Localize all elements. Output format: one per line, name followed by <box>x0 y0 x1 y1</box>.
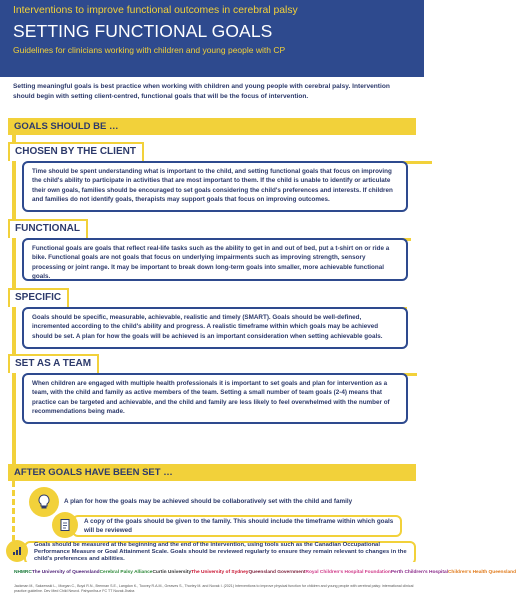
after-heading-band: AFTER GOALS HAVE BEEN SET … <box>8 464 416 481</box>
after-item-text: Goals should be measured at the beginning and the end of the intervention, using tools such as the Canadian Occupational Performance Measure or Goal Attainment Scale. Goals should be reviewed regularly to ensure they remain relevant to changes in the child's preferences and abilities. <box>34 542 407 563</box>
uq-logo: The University of Queensland <box>31 570 100 576</box>
section-tab-functional <box>8 219 88 238</box>
section-tab-team <box>8 354 99 373</box>
section-title: FUNCTIONAL <box>15 223 80 234</box>
nhmrc-logo: NHMRC <box>14 570 32 576</box>
section-card-specific <box>22 307 408 349</box>
header-banner <box>0 0 424 77</box>
qld-gov-logo: Queensland Government <box>248 570 306 576</box>
partner-logos <box>14 564 516 582</box>
section-body: When children are engaged with multiple health professionals it is important to set goals and plan for intervention as a team, with the child and family as active members of the team. Setting a small number of team goals (2-4) means that practice can be targeted and achievable, and the child and family are less likely to feel overwhelmed with the number of recommendations being made. <box>32 380 390 415</box>
cpa-logo: Cerebral Palsy Alliance <box>99 570 153 576</box>
section-title: SPECIFIC <box>15 292 62 303</box>
curtin-logo: Curtin University <box>152 570 192 576</box>
section-body: Functional goals are goals that reflect real-life tasks such as the ability to get in and out of bed, put a t-shirt on or ride a bike. Functional goals are not goals that focus on underlying impairments such as improving strength, sensory processing or joint range. It may be important to break down long-term goals into smaller, more achievable functional goals. <box>32 245 390 280</box>
section-tab-specific <box>8 288 69 307</box>
after-item-text: A plan for how the goals may be achieved should be collaboratively set with the child and family <box>64 498 353 505</box>
intro-paragraph: Setting meaningful goals is best practice when working with children and young people with cerebral palsy. Intervention should begin with setting client-centred, functional goals that will be the focus of intervention. <box>13 83 390 100</box>
section-tab-chosen <box>8 142 144 161</box>
header-subtitle: Guidelines for clinicians working with children and young people with CP <box>13 45 286 55</box>
header-kicker: Interventions to improve functional outcomes in cerebral palsy <box>13 5 298 16</box>
measure-icon <box>6 540 28 562</box>
section-body: Goals should be specific, measurable, achievable, realistic and timely (SMART). Goals should be well-defined, incremented according to the child's ability and progress. A realistic timeframe within which goals may be achieved should be set. A plan for how the goals will be achieved is an important consideration when setting achievable goals. <box>32 314 383 340</box>
section-title: SET AS A TEAM <box>15 358 92 369</box>
after-item-text: A copy of the goals should be given to the family. This should include the timeframe within which goals will be reviewed <box>84 518 394 535</box>
rch-foundation-logo: Royal Children's Hospital Foundation <box>305 570 391 576</box>
lightbulb-icon <box>29 487 59 517</box>
usyd-logo: The University of Sydney <box>191 570 249 576</box>
footer <box>0 562 516 600</box>
section-body: Time should be spent understanding what is important to the child, and setting functional goals that focus on improving the child's ability to participate in activities that are most important to them. If the child is unable to identify or articulate their own goals, families should be encouraged to set goals considering the child's preferences and interests. If children and families do not identify goals, therapists may support goals that focus on improving outcomes. <box>32 168 393 203</box>
page-title: SETTING FUNCTIONAL GOALS <box>13 21 273 41</box>
document-icon <box>52 512 78 538</box>
section-card-team <box>22 373 408 424</box>
chq-logo: Children's Health Queensland <box>447 570 516 576</box>
goals-heading-band: GOALS SHOULD BE … <box>8 118 416 135</box>
section-title: CHOSEN BY THE CLIENT <box>15 146 136 157</box>
citation: Jackman M., Sakzewski L., Morgan C., Boyd R.N., Brennan S.E., Langdon K., Toovey R.A.M., Greaves S., Thorley M. and Novak I. (2021) Interventions to improve physical function for children and young people with cerebral palsy: international clinical practice guideline. Dev Med Child Neurol. Pahyoniha-e FC TT Novak Jbaba <box>14 584 414 593</box>
pch-logo: Perth Children's Hospital <box>390 570 448 576</box>
section-card-chosen <box>22 161 408 212</box>
section-card-functional <box>22 238 408 281</box>
